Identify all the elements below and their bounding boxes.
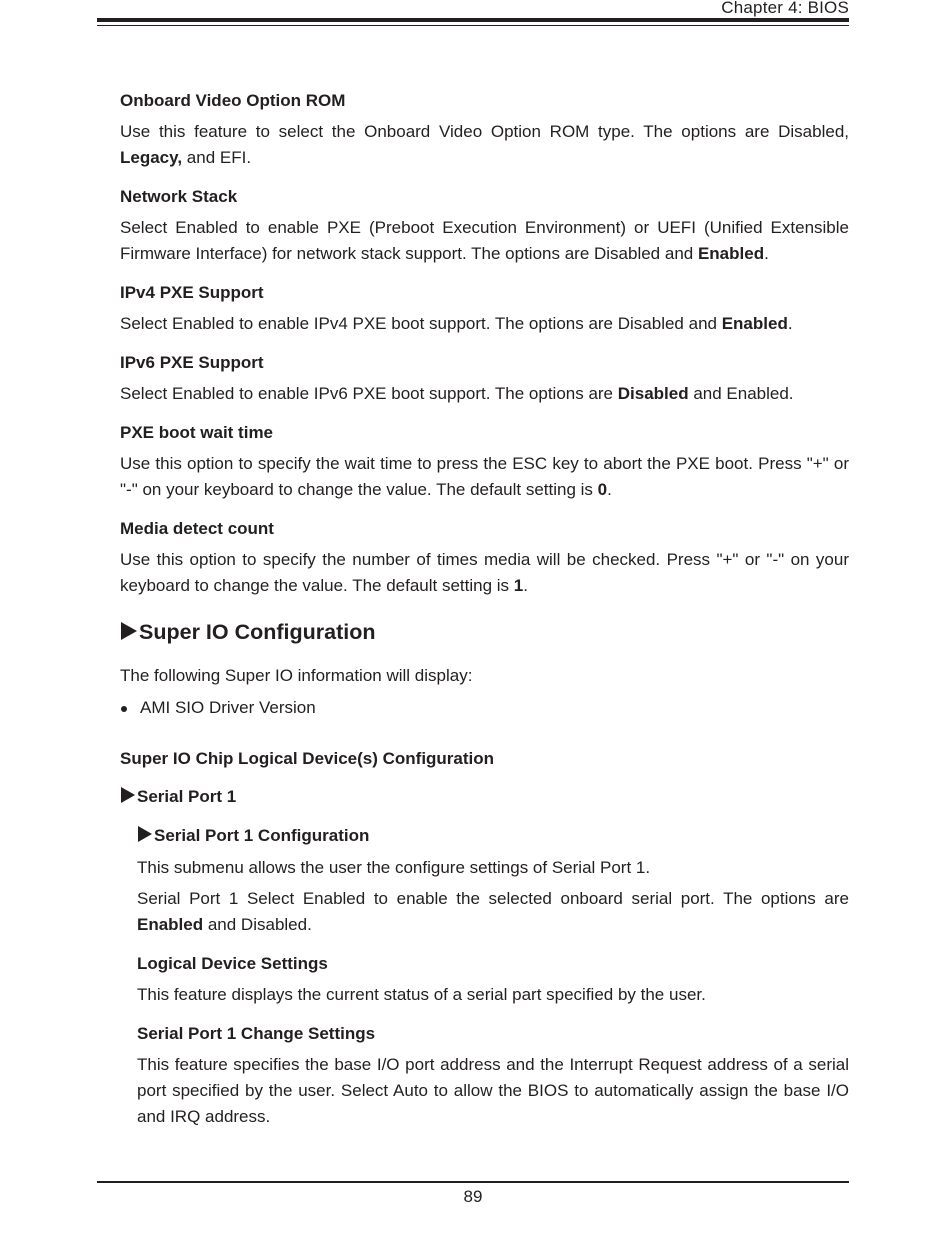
heading-media-detect: Media detect count (120, 519, 274, 538)
text: Select Enabled to enable PXE (Preboot Execution Environment) or UEFI (Unified Extensible Firmware Interface) for network stack support. The options are Disabled and (120, 218, 849, 263)
heading-ipv4: IPv4 PXE Support (120, 283, 264, 302)
text: Use this feature to select the Onboard Video Option ROM type. The options are Disabled, (120, 122, 849, 141)
bold-option: Enabled (697, 244, 765, 263)
paragraph-video-rom (120, 119, 849, 171)
paragraph-serial-config-2 (137, 886, 849, 938)
bold-option: Enabled (721, 314, 788, 333)
bullet-icon (121, 706, 127, 712)
text: . (607, 480, 612, 499)
paragraph-network-stack (120, 215, 849, 267)
chapter-header: Chapter 4: BIOS (721, 0, 849, 17)
triangle-right-icon (138, 826, 152, 842)
triangle-right-icon (121, 622, 137, 640)
text: . (764, 244, 769, 263)
heading-chip-config: Super IO Chip Logical Device(s) Configuration (120, 749, 495, 768)
heading-change-settings: Serial Port 1 Change Settings (137, 1024, 376, 1043)
footer-rule (97, 1181, 849, 1183)
bold-option: Legacy, (120, 148, 183, 167)
paragraph-logical-device: This feature displays the current status of a serial part specified by the user. (137, 985, 706, 1004)
page-number: 89 (463, 1187, 483, 1206)
paragraph-ipv6 (120, 381, 849, 407)
heading-super-io (121, 619, 376, 645)
bold-option: Enabled (137, 915, 204, 934)
bullet-item: AMI SIO Driver Version (140, 698, 316, 717)
paragraph-change-settings: This feature specifies the base I/O port address and the Interrupt Request address of a serial port specified by the user. Select Auto to allow the BIOS to automatically assign the base I/O and IRQ address. (137, 1055, 849, 1126)
heading-video-rom: Onboard Video Option ROM (120, 91, 346, 110)
text: . (787, 314, 793, 333)
heading-serial-config (138, 826, 369, 846)
text: Use this option to specify the number of times media will be checked. Press "+" or "-" on your keyboard to change the value. The default setting is (120, 550, 849, 595)
paragraph-super-io-intro: The following Super IO information will display: (120, 666, 473, 685)
paragraph-ipv4 (120, 311, 849, 337)
heading-network-stack: Network Stack (120, 187, 238, 206)
bold-option: 0 (597, 480, 608, 499)
bold-option: Disabled (617, 384, 689, 403)
text: and EFI. (182, 148, 252, 167)
header-rule-thin (97, 25, 849, 26)
text: Select Enabled to enable IPv6 PXE boot support. The options are (120, 384, 618, 403)
heading-ipv6: IPv6 PXE Support (120, 353, 264, 372)
text: Use this option to specify the wait time to press the ESC key to abort the PXE boot. Press "+" or "-" on your keyboard to change the value. The default setting is (120, 454, 849, 499)
heading-serial-port-label: Serial Port 1 (137, 787, 237, 806)
bold-option: 1 (513, 576, 524, 595)
text: Serial Port 1 Select Enabled to enable the selected onboard serial port. The options are (137, 889, 849, 908)
text: and Disabled. (203, 915, 312, 934)
heading-logical-device: Logical Device Settings (137, 954, 328, 973)
text: Select Enabled to enable IPv4 PXE boot support. The options are Disabled and (120, 314, 722, 333)
text: and Enabled. (688, 384, 794, 403)
header-rule-thick (97, 18, 849, 22)
paragraph-serial-config-1: This submenu allows the user the configure settings of Serial Port 1. (137, 858, 651, 877)
heading-pxe-wait: PXE boot wait time (120, 423, 274, 442)
heading-serial-port (121, 787, 236, 807)
triangle-right-icon (121, 787, 135, 803)
heading-serial-config-label: Serial Port 1 Configuration (154, 826, 370, 845)
paragraph-pxe-wait (120, 451, 849, 503)
paragraph-media-detect (120, 547, 849, 599)
heading-super-io-label: Super IO Configuration (139, 620, 376, 644)
text: . (523, 576, 528, 595)
